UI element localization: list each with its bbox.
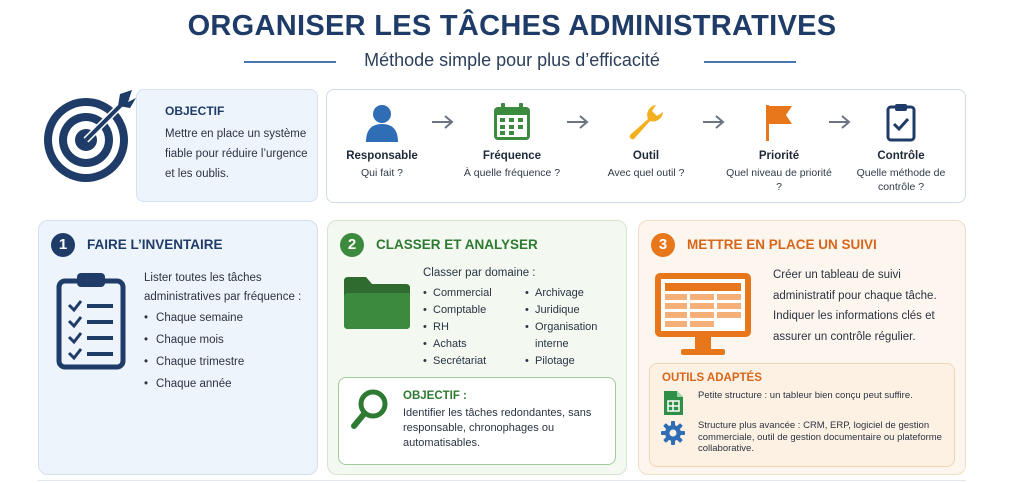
objective-heading: OBJECTIF <box>165 104 225 118</box>
clipboard-check-icon <box>881 102 921 142</box>
list-item: • Organisation interne <box>525 319 625 353</box>
flow-step-desc: Quelle méthode de contrôle ? <box>856 167 946 193</box>
spreadsheet-icon <box>660 390 686 416</box>
list-item: • Comptable <box>423 302 492 319</box>
flow-step-label: Priorité <box>758 150 800 162</box>
tool-text: Petite structure : un tableur bien conçu peut suffire. <box>698 390 913 401</box>
objective-box <box>136 89 318 202</box>
step-number-badge: 1 <box>51 233 75 257</box>
list-item: • Chaque mois <box>144 329 244 351</box>
arrow-right-icon <box>430 114 456 130</box>
classify-objective-heading: OBJECTIF : <box>403 390 467 402</box>
flow-step-label: Outil <box>632 150 660 162</box>
card-classify <box>327 220 627 475</box>
classify-objective-box <box>338 377 616 465</box>
flow-step-desc: À quelle fréquence ? <box>463 167 561 179</box>
gear-icon <box>660 420 686 446</box>
flag-icon <box>759 102 799 142</box>
subtitle-row <box>0 48 1024 72</box>
card-intro: Lister toutes les tâches administratives par fréquence : <box>144 272 302 303</box>
subtitle-divider-right <box>704 61 796 63</box>
flow-step-desc: Quel niveau de priorité ? <box>726 167 832 193</box>
tools-heading: OUTILS ADAPTÉS <box>662 372 762 384</box>
list-item: • Commercial <box>423 285 492 302</box>
flow-step-responsable <box>327 100 437 180</box>
tool-text: Structure plus avancée : CRM, ERP, logiciel de gestion commerciale, outil de gestion documentaire ou plateforme collaborative. <box>698 420 942 454</box>
step-number-badge: 3 <box>651 233 675 257</box>
tools-box <box>649 363 955 467</box>
flow-step-desc: Avec quel outil ? <box>607 167 685 179</box>
flow-step-desc: Qui fait ? <box>360 167 404 179</box>
bottom-divider <box>38 480 966 481</box>
checklist-clipboard-icon <box>55 271 127 371</box>
magnifier-icon <box>351 388 391 430</box>
target-icon <box>40 86 142 186</box>
card-text: Créer un tableau de suivi administratif pour chaque tâche. Indiquer les informations clés et assurer un contrôle régulier. <box>773 269 937 343</box>
flow-step-label: Fréquence <box>482 150 542 162</box>
domain-list-right <box>525 285 625 370</box>
flow-step-frequence <box>457 100 567 180</box>
page-title: ORGANISER LES TÂCHES ADMINISTRATIVES <box>187 10 837 42</box>
wrench-icon <box>626 102 666 142</box>
flow-step-controle <box>846 100 956 194</box>
list-item: • Chaque trimestre <box>144 351 244 373</box>
card-title: FAIRE L’INVENTAIRE <box>87 237 223 252</box>
domain-list-left <box>423 285 492 370</box>
classify-objective-text: Identifier les tâches redondantes, sans responsable, chronophages ou automatisables. <box>403 407 592 449</box>
calendar-icon <box>492 102 532 142</box>
flow-step-outil <box>591 100 701 180</box>
arrow-right-icon <box>565 114 591 130</box>
list-item: • Pilotage <box>525 353 625 370</box>
flow-step-label: Responsable <box>346 150 418 162</box>
folder-icon <box>342 275 412 331</box>
list-item: • Chaque année <box>144 373 244 395</box>
list-item: • Juridique <box>525 302 625 319</box>
card-intro: Classer par domaine : <box>423 267 536 279</box>
card-inventory <box>38 220 318 475</box>
list-item: • Secrétariat <box>423 353 492 370</box>
person-icon <box>362 102 402 142</box>
card-title: CLASSER ET ANALYSER <box>376 237 538 252</box>
flow-step-label: Contrôle <box>877 150 925 162</box>
list-item: • RH <box>423 319 492 336</box>
card-followup <box>638 220 966 475</box>
objective-text: Mettre en place un système fiable pour réduire l’urgence et les oublis. <box>165 128 308 180</box>
list-item: • Chaque semaine <box>144 307 244 329</box>
monitor-table-icon <box>653 271 753 357</box>
card-title: METTRE EN PLACE UN SUIVI <box>687 237 877 252</box>
process-flow <box>326 89 966 203</box>
frequency-list <box>144 307 244 395</box>
flow-step-priorite <box>724 100 834 194</box>
step-number-badge: 2 <box>340 233 364 257</box>
page-subtitle: Méthode simple pour plus d’efficacité <box>364 50 660 70</box>
list-item: • Archivage <box>525 285 625 302</box>
list-item: • Achats <box>423 336 492 353</box>
